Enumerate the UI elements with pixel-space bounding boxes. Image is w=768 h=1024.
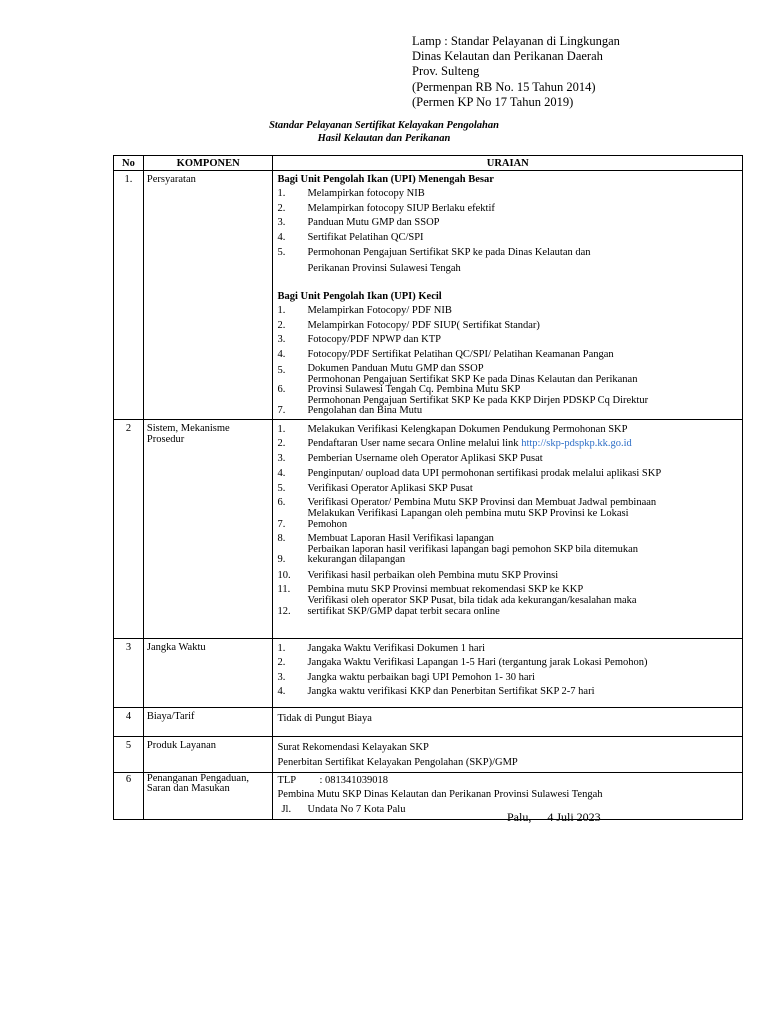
list-item: 1. Melakukan Verifikasi Kelengkapan Dokumen Pendukung Permohonan SKP: [277, 423, 628, 435]
table-row: [114, 638, 743, 707]
lamp-line: (Permenpan RB No. 15 Tahun 2014): [412, 79, 596, 94]
title-line: Hasil Kelautan dan Perikanan: [317, 133, 451, 144]
lamp-line: Lamp : Standar Pelayanan di Lingkungan: [412, 34, 620, 48]
row-uraian: [273, 638, 743, 707]
list-item: 2. Jangaka Waktu Verifikasi Lapangan 1-5 Hari (tergantung jarak Lokasi Pemohon): [277, 657, 648, 668]
list-item: 8. Membuat Laporan Hasil Verifikasi lapangan Perbaikan laporan hasil verifikasi lapangan bagi pemohon SKP bila ditemukan: [277, 532, 639, 555]
contact-address: Jl. Undata No 7 Kota Palu: [281, 803, 406, 815]
row-komponen: Produk Layanan: [143, 736, 273, 772]
list-item: 5. Permohonan Pengajuan Sertifikat SKP ke pada Dinas Kelautan dan Perikanan Provinsi Sulawesi Tengah: [277, 247, 591, 274]
row-number: 5: [114, 736, 144, 772]
registration-link[interactable]: http://skp-pdspkp.kk.go.id: [521, 438, 632, 450]
table-row: [114, 707, 743, 736]
list-item: 9. kekurangan dilapangan: [277, 554, 406, 566]
requirements-list: [277, 304, 740, 362]
row-komponen: Jangka Waktu: [143, 638, 273, 707]
date: 4 Juli 2023: [547, 810, 601, 824]
lamp-block: [412, 34, 620, 110]
row-komponen: Persyaratan: [143, 171, 273, 420]
list-item: 1. Jangaka Waktu Verifikasi Dokumen 1 hari: [277, 642, 485, 654]
lamp-line: (Permen KP No 17 Tahun 2019): [412, 94, 574, 109]
product-line: Surat Rekomendasi Kelayakan SKP: [277, 741, 429, 753]
list-item: 7. Pemohon: [277, 519, 348, 531]
list-item: 5. Dokumen Panduan Mutu GMP dan SSOP Permohonan Pengajuan Sertifikat SKP Ke pada Dinas Kelautan dan Perikanan: [277, 363, 638, 385]
row-number: 2: [114, 419, 144, 638]
table-header-row: [114, 156, 743, 171]
requirements-list: [277, 362, 740, 417]
list-item: 12. sertifikat SKP/GMP dapat terbit secara online: [277, 605, 500, 617]
lamp-line: Prov. Sulteng: [412, 64, 480, 79]
row-number: 1.: [114, 171, 144, 420]
list-item: 2. Melampirkan Fotocopy/ PDF SIUP( Sertifikat Standar): [277, 319, 540, 331]
table-row: [114, 772, 743, 819]
document-title: [0, 119, 768, 145]
header-no: No: [114, 156, 144, 171]
header-komponen: KOMPONEN: [143, 156, 273, 171]
row-uraian: [273, 736, 743, 772]
place: Palu,: [507, 810, 532, 824]
row-number: 3: [114, 638, 144, 707]
requirements-list: [277, 187, 740, 277]
list-item: 5. Verifikasi Operator Aplikasi SKP Pusat: [277, 482, 473, 494]
list-item: 4. Penginputan/ oupload data UPI permohonan sertifikasi prodak melalui aplikasi SKP: [277, 467, 662, 479]
row-komponen: Sistem, Mekanisme Prosedur: [143, 419, 273, 638]
row-number: 4: [114, 707, 144, 736]
row-komponen: Penanganan Pengaduan, Saran dan Masukan: [143, 772, 273, 819]
list-item: 2. Pendaftaran User name secara Online melalui link http://skp-pdspkp.kk.go.id: [277, 438, 632, 450]
list-item: 11. Pembina mutu SKP Provinsi membuat rekomendasi SKP ke KKP Verifikasi oleh operator SKP Pusat, bila tidak ada kekurangan/kesalahan maka: [277, 584, 637, 607]
list-item: 4. Sertifikat Pelatihan QC/SPI: [277, 231, 424, 243]
list-item: 1. Melampirkan Fotocopy/ PDF NIB: [277, 305, 452, 316]
list-item: 1. Melampirkan fotocopy NIB: [277, 188, 425, 199]
list-item: 3. Fotocopy/PDF NPWP dan KTP: [277, 334, 441, 345]
list-item: 4. Jangka waktu verifikasi KKP dan Penerbitan Sertifikat SKP 2-7 hari: [277, 686, 595, 697]
table-row: [114, 171, 743, 420]
table-row: [114, 736, 743, 772]
section-heading: Bagi Unit Pengolah Ikan (UPI) Menengah Besar: [277, 174, 494, 185]
product-line: Penerbitan Sertifikat Kelayakan Pengolahan (SKP)/GMP: [277, 756, 518, 768]
table-row: [114, 419, 743, 638]
contact-office: Pembina Mutu SKP Dinas Kelautan dan Perikanan Provinsi Sulawesi Tengah: [277, 788, 603, 800]
list-item: 2. Melampirkan fotocopy SIUP Berlaku efektif: [277, 202, 495, 214]
list-item: 3. Jangka waktu perbaikan bagi UPI Pemohon 1- 30 hari: [277, 671, 535, 683]
lamp-line: Dinas Kelautan dan Perikanan Daerah: [412, 49, 603, 64]
section-heading: Bagi Unit Pengolah Ikan (UPI) Kecil: [277, 291, 442, 302]
list-item: 3. Panduan Mutu GMP dan SSOP: [277, 217, 440, 228]
list-item: 3. Pemberian Username oleh Operator Aplikasi SKP Pusat: [277, 453, 543, 465]
list-item: 6. Provinsi Sulawesi Tengah Cq. Pembina Mutu SKP Permohonan Pengajuan Sertifikat SKP Ke pada KKP Dirjen PDSKP Cq Direktur: [277, 384, 649, 406]
list-item: 6. Verifikasi Operator/ Pembina Mutu SKP Provinsi dan Membuat Jadwal pembinaan Melakukan Verifikasi Lapangan oleh pembina mutu SKP Provinsi ke Lokasi: [277, 497, 657, 520]
procedure-list: [277, 496, 740, 617]
header-uraian: URAIAN: [273, 156, 743, 171]
duration-list: [277, 642, 740, 700]
place-date: [507, 810, 601, 825]
list-item: 7. Pengolahan dan Bina Mutu: [277, 405, 423, 416]
list-item: 10. Verifikasi hasil perbaikan oleh Pembina mutu SKP Provinsi: [277, 570, 559, 582]
contact-phone: TLP : 081341039018: [277, 774, 389, 786]
row-uraian: [273, 419, 743, 638]
row-number: 6: [114, 772, 144, 819]
row-uraian: [273, 171, 743, 420]
list-item: 4. Fotocopy/PDF Sertifikat Pelatihan QC/SPI/ Pelatihan Keamanan Pangan: [277, 348, 614, 360]
cost-text: Tidak di Pungut Biaya: [277, 712, 372, 724]
title-line: Standar Pelayanan Sertifikat Kelayakan Pengolahan: [269, 120, 499, 131]
procedure-list: [277, 423, 740, 497]
row-komponen: Biaya/Tarif: [143, 707, 273, 736]
row-uraian: [273, 707, 743, 736]
standard-table: [113, 155, 743, 820]
